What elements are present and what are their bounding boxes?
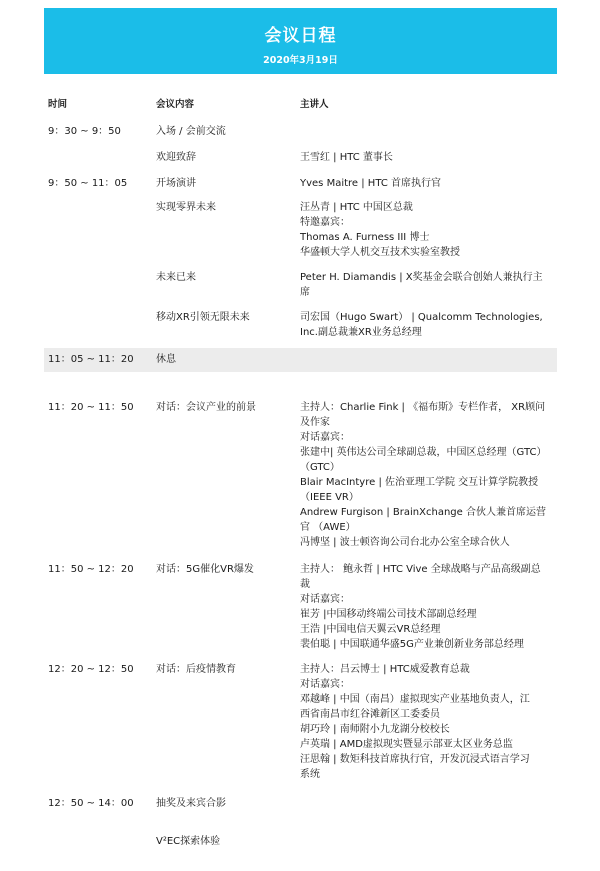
speaker-line: 西省南昌市红谷滩新区工委委员: [300, 709, 440, 720]
speaker-line: 对话嘉宾：: [300, 594, 350, 605]
agenda-content: 欢迎致辞: [156, 152, 196, 163]
speaker-line: Andrew Furgison | BrainXchange 合伙人兼首席运营: [300, 507, 546, 518]
page-date: 2020年3月19日: [263, 55, 338, 66]
speaker-line: 王浩 |中国电信天翼云VR总经理: [300, 624, 441, 635]
speaker-line: 裁: [300, 579, 310, 590]
agenda-time: 9：30 ~ 9：50: [48, 126, 121, 137]
speaker-line: 席: [300, 287, 310, 298]
agenda-speaker: [300, 176, 552, 191]
speaker-line: 华盛顿大学人机交互技术实验室教授: [300, 247, 460, 258]
agenda-time: 11：05 ~ 11：20: [48, 354, 134, 365]
agenda-speaker: [300, 150, 552, 165]
speaker-line: Inc.副总裁兼XR业务总经理: [300, 327, 422, 338]
speaker-line: 对话嘉宾：: [300, 679, 350, 690]
agenda-content: 未来已来: [156, 272, 196, 283]
agenda-content: V²EC探索体验: [156, 836, 221, 847]
speaker-line: 及作家: [300, 417, 330, 428]
speaker-line: 汪思翰 | 数矩科技首席执行官，开发沉浸式语言学习: [300, 754, 530, 765]
speaker-line: 主持人： 鲍永哲 | HTC Vive 全球战略与产品高级副总: [300, 564, 541, 575]
speaker-line: Peter H. Diamandis | X奖基金会联合创始人兼执行主: [300, 272, 543, 283]
speaker-line: 系统: [300, 769, 320, 780]
speaker-line: 汪丛青 | HTC 中国区总裁: [300, 202, 413, 213]
agenda-time: 12：50 ~ 14：00: [48, 798, 134, 809]
agenda-content: 对话：5G催化VR爆发: [156, 564, 254, 575]
speaker-line: Thomas A. Furness III 博士: [300, 232, 430, 243]
speaker-line: 司宏国（Hugo Swart） | Qualcomm Technologies,: [300, 312, 543, 323]
header-time: 时间: [48, 99, 68, 110]
agenda-content: 对话：后疫情教育: [156, 664, 236, 675]
speaker-line: 卢英瑞 | AMD虚拟现实暨显示部亚太区业务总监: [300, 739, 513, 750]
speaker-line: （IEEE VR）: [300, 492, 359, 503]
speaker-line: 邓越峰 | 中国（南昌）虚拟现实产业基地负责人，江: [300, 694, 530, 705]
agenda-speaker: [300, 200, 552, 260]
speaker-line: 特邀嘉宾：: [300, 217, 350, 228]
speaker-line: 张建中| 英伟达公司全球副总裁，中国区总经理（GTC）: [300, 447, 547, 458]
speaker-line: 主持人：Charlie Fink | 《福布斯》专栏作者， XR顾问: [300, 402, 546, 413]
agenda-time: 11：20 ~ 11：50: [48, 402, 134, 413]
agenda-content: 对话：会议产业的前景: [156, 402, 256, 413]
agenda-speaker: [300, 662, 552, 782]
speaker-line: 王雪红 | HTC 董事长: [300, 152, 393, 163]
agenda-time: 9：50 ~ 11：05: [48, 178, 128, 189]
agenda-content: 实现零界未来: [156, 202, 216, 213]
agenda-speaker: [300, 562, 552, 652]
title-banner: [44, 8, 557, 74]
speaker-line: 主持人：吕云博士 | HTC威爱教育总裁: [300, 664, 470, 675]
agenda-time: 12：20 ~ 12：50: [48, 664, 134, 675]
agenda-speaker: [300, 310, 552, 340]
agenda-content: 开场演讲: [156, 178, 196, 189]
speaker-line: 裴伯聪 | 中国联通华盛5G产业兼创新业务部总经理: [300, 639, 524, 650]
agenda-content: 移动XR引领无限未来: [156, 312, 250, 323]
page-title: 会议日程: [264, 26, 337, 46]
header-speaker: 主讲人: [300, 99, 329, 110]
speaker-line: 崔芳 |中国移动终端公司技术部副总经理: [300, 609, 477, 620]
agenda-time: 11：50 ~ 12：20: [48, 564, 134, 575]
speaker-line: 官 （AWE）: [300, 522, 356, 533]
speaker-line: 对话嘉宾：: [300, 432, 350, 443]
agenda-speaker: [300, 400, 552, 550]
agenda-content: 抽奖及来宾合影: [156, 798, 226, 809]
speaker-line: （GTC）: [300, 462, 340, 473]
speaker-line: 冯博坚 | 波士顿咨询公司台北办公室全球合伙人: [300, 537, 510, 548]
agenda-content: 入场 / 会前交流: [156, 126, 226, 137]
speaker-line: Blair MacIntyre | 佐治亚理工学院 交互计算学院教授: [300, 477, 539, 488]
speaker-line: 胡巧玲 | 南师附小九龙湖分校校长: [300, 724, 450, 735]
speaker-line: Yves Maitre | HTC 首席执行官: [300, 178, 441, 189]
agenda-content: 休息: [156, 354, 176, 365]
header-content: 会议内容: [156, 99, 195, 110]
agenda-speaker: [300, 270, 552, 300]
